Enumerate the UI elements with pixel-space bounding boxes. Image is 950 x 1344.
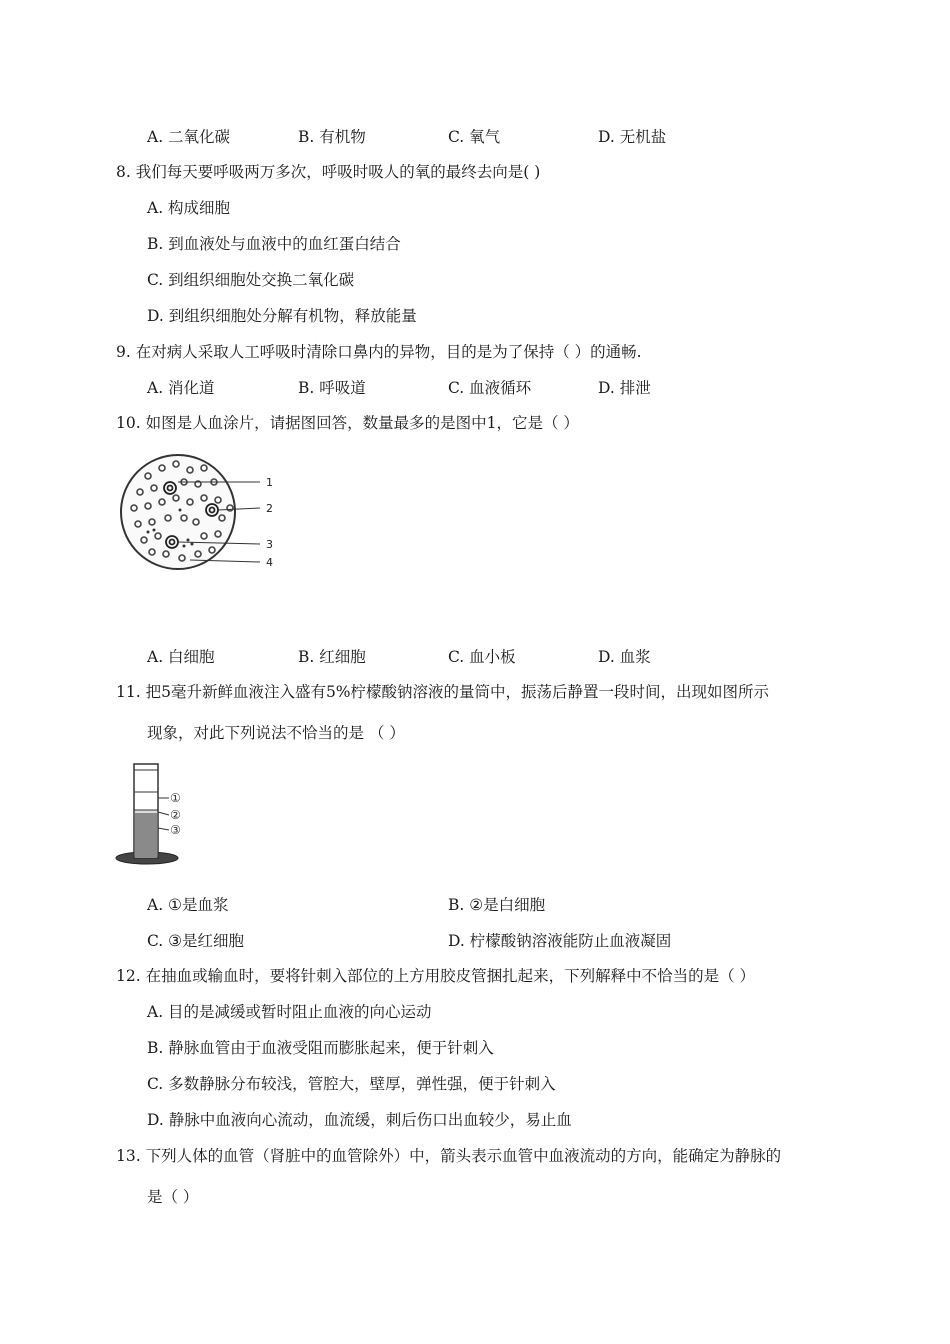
q9-option-a: A. 消化道 <box>147 379 215 397</box>
q12-option-a: A. 目的是减缓或暂时阻止血液的向心运动 <box>147 1003 432 1021</box>
q11-option-b: B. ②是白细胞 <box>448 896 546 914</box>
blood-smear-figure <box>118 448 288 576</box>
q11-option-d: D. 柠檬酸钠溶液能防止血液凝固 <box>448 932 672 950</box>
q9-stem: 9. 在对病人采取人工呼吸时清除口鼻内的异物，目的是为了保持（ ）的通畅. <box>116 343 642 361</box>
q12-option-c: C. 多数静脉分布较浅，管腔大，壁厚，弹性强，便于针刺入 <box>147 1075 556 1093</box>
q12-option-b: B. 静脉血管由于血液受阻而膨胀起来，便于针刺入 <box>147 1039 494 1057</box>
q7-option-a: A. 二氧化碳 <box>147 128 231 146</box>
q8-option-c: C. 到组织细胞处交换二氧化碳 <box>147 271 355 289</box>
q8-option-b: B. 到血液处与血液中的血红蛋白结合 <box>147 235 401 253</box>
figure-label-circled-2: ② <box>170 808 181 822</box>
q10-option-d: D. 血浆 <box>598 648 651 666</box>
q12-stem: 12. 在抽血或输血时，要将针刺入部位的上方用胶皮管捆扎起来，下列解释中不恰当的是（ ） <box>116 967 756 985</box>
graduated-cylinder-figure <box>113 758 193 868</box>
figure-label-circled-3: ③ <box>170 823 181 837</box>
q7-option-b: B. 有机物 <box>298 128 366 146</box>
q10-option-c: C. 血小板 <box>448 648 516 666</box>
q8-stem: 8. 我们每天要呼吸两万多次，呼吸时吸人的氧的最终去向是( ) <box>116 163 541 181</box>
red-cell-layer <box>135 813 157 858</box>
q7-option-d: D. 无机盐 <box>598 128 667 146</box>
q13-stem-line1: 13. 下列人体的血管（肾脏中的血管除外）中，箭头表示血管中血液流动的方向，能确定为静脉的 <box>116 1147 782 1165</box>
q11-stem-line2: 现象，对此下列说法不恰当的是 （ ） <box>147 724 405 742</box>
q12-option-d: D. 静脉中血液向心流动，血流缓，刺后伤口出血较少，易止血 <box>147 1111 572 1129</box>
q13-stem-line2: 是（ ） <box>147 1188 199 1206</box>
q8-option-a: A. 构成细胞 <box>147 199 231 217</box>
q10-stem: 10. 如图是人血涂片，请据图回答，数量最多的是图中1，它是（ ） <box>116 414 579 432</box>
q10-option-a: A. 白细胞 <box>147 648 215 666</box>
q11-option-c: C. ③是红细胞 <box>147 932 245 950</box>
q9-option-d: D. 排泄 <box>598 379 651 397</box>
q11-stem-line1: 11. 把5毫升新鲜血液注入盛有5%柠檬酸钠溶液的量筒中，振荡后静置一段时间，出现如图所示 <box>116 683 770 701</box>
q9-option-b: B. 呼吸道 <box>298 379 366 397</box>
figure-label-1: 1 <box>266 476 273 489</box>
q8-option-d: D. 到组织细胞处分解有机物，释放能量 <box>147 307 417 325</box>
q10-option-b: B. 红细胞 <box>298 648 366 666</box>
q7-option-c: C. 氧气 <box>448 128 501 146</box>
figure-label-3: 3 <box>266 538 273 551</box>
q11-option-a: A. ①是血浆 <box>147 896 229 914</box>
figure-label-circled-1: ① <box>170 791 181 805</box>
figure-label-2: 2 <box>266 502 273 515</box>
figure-label-4: 4 <box>266 556 273 569</box>
q9-option-c: C. 血液循环 <box>448 379 532 397</box>
